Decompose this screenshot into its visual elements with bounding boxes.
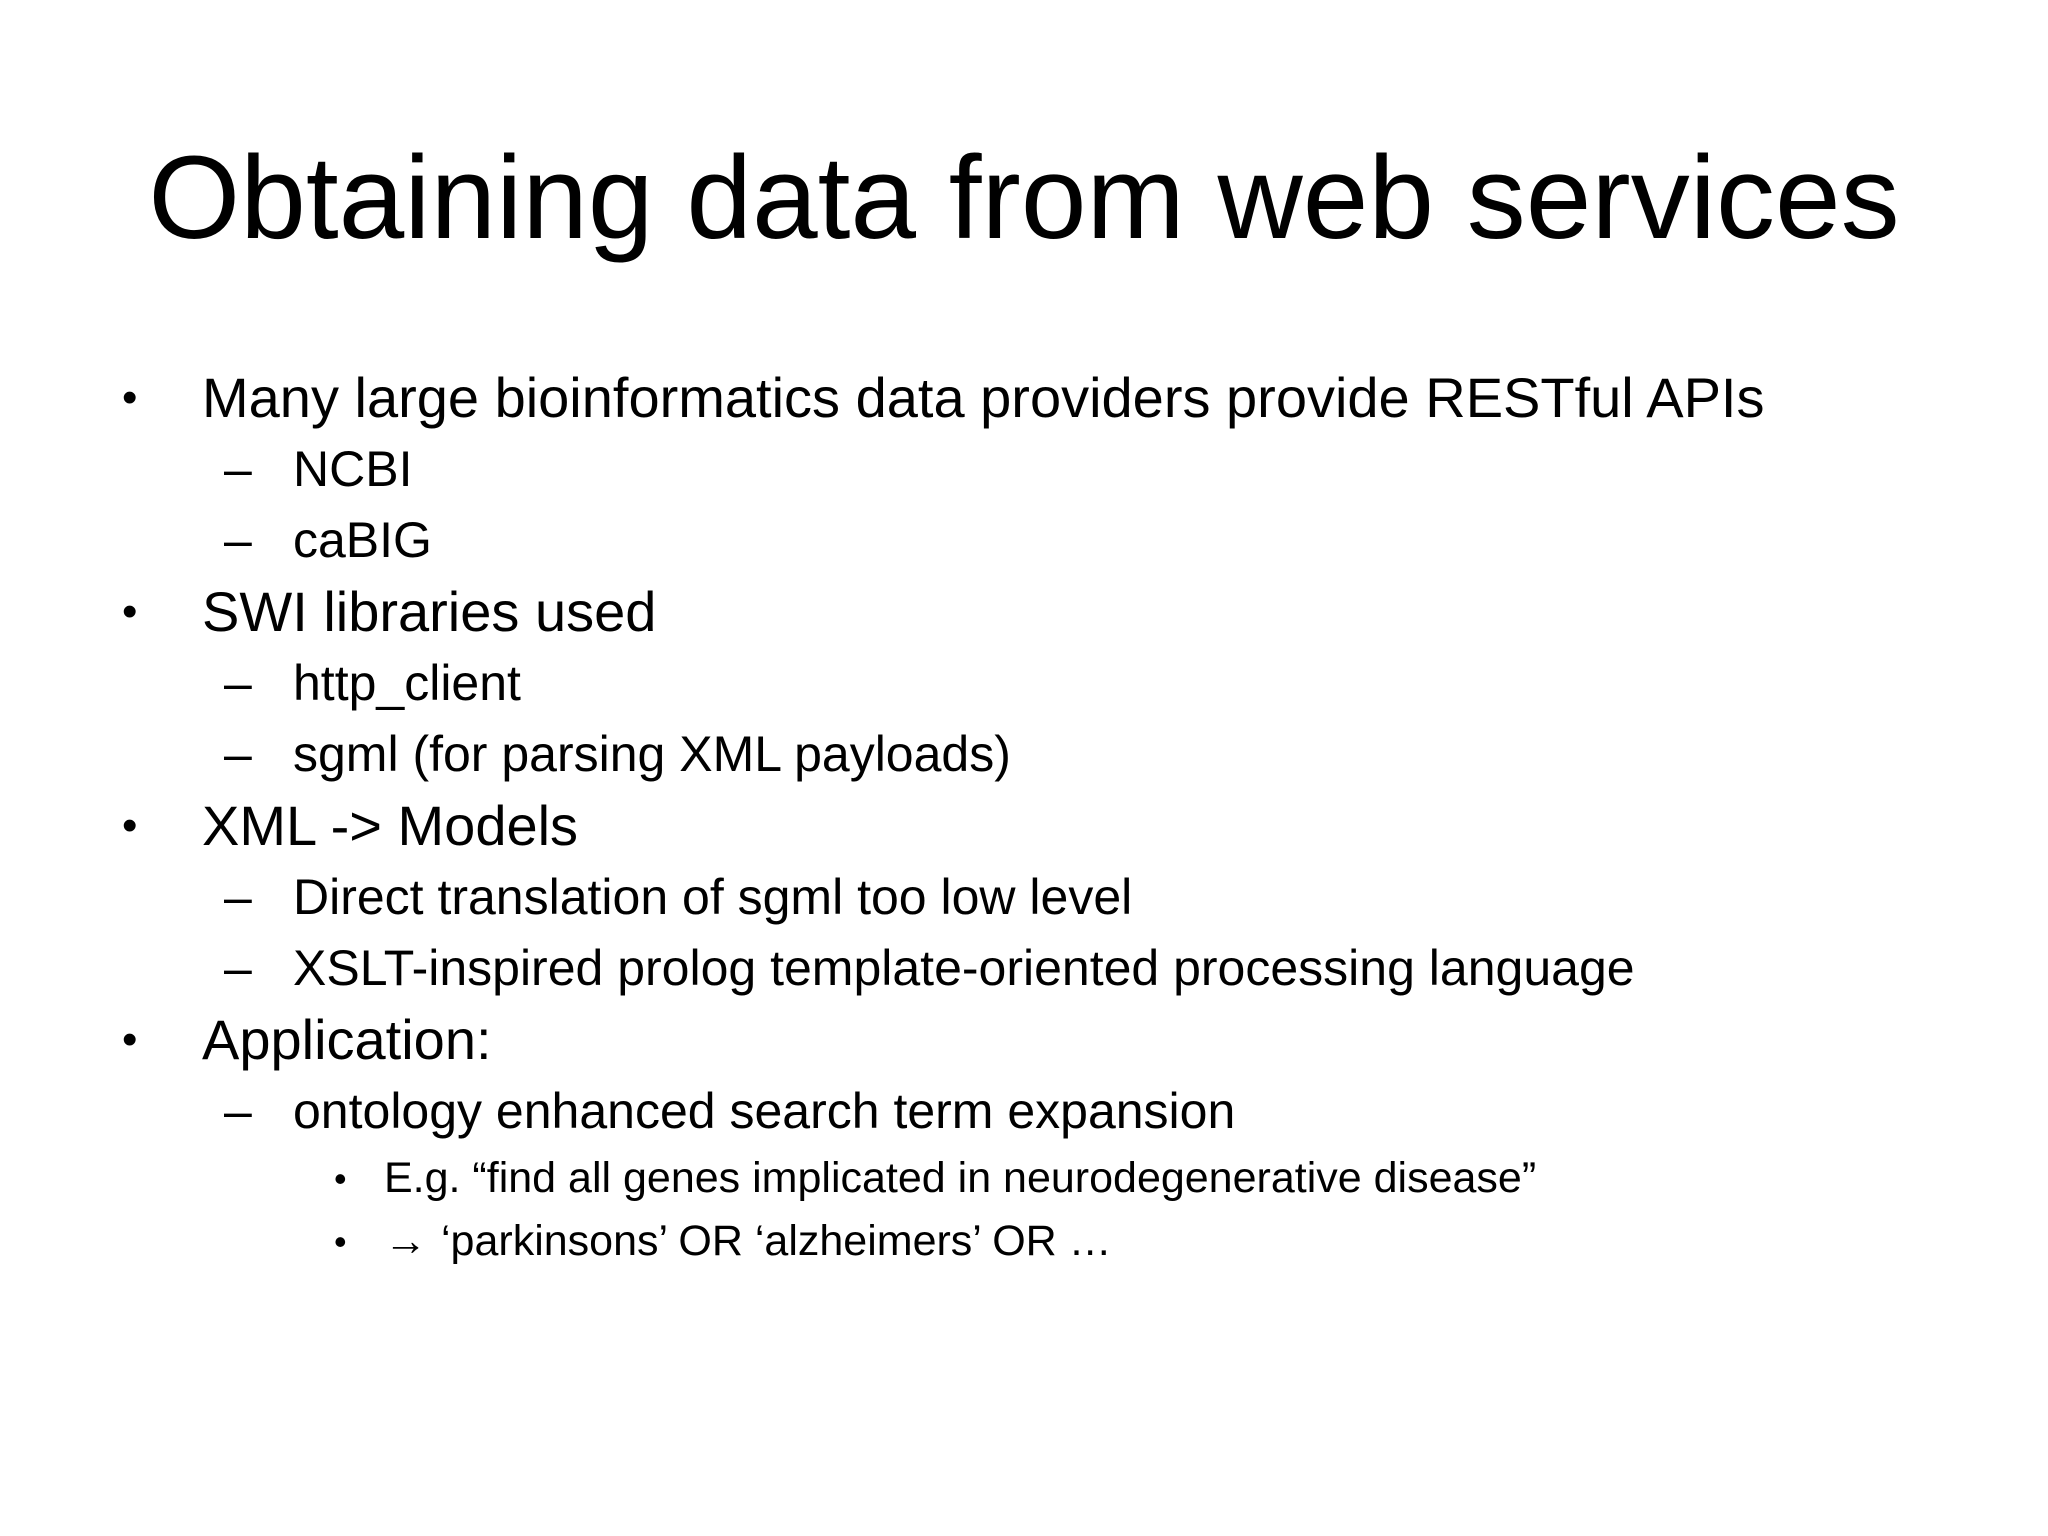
dash-marker: –	[224, 940, 252, 996]
bullet-marker: •	[122, 373, 138, 422]
sub-bullet-text: NCBI	[293, 441, 413, 497]
bullet-text: Application:	[202, 1008, 492, 1071]
sub-bullet-text: http_client	[293, 655, 521, 711]
sub-sub-bullet-text: E.g. “find all genes implicated in neurodegenerative disease”	[384, 1154, 1537, 1202]
dash-marker: –	[224, 655, 252, 711]
bullet-list	[0, 362, 2048, 1273]
slide-title: Obtaining data from web services	[148, 132, 1900, 264]
bullet-item-swi-libraries	[0, 576, 2048, 648]
dash-marker: –	[224, 1083, 252, 1139]
bullet-marker: •	[122, 1015, 138, 1064]
sub-bullet-item-http-client	[0, 648, 2048, 719]
bullet-marker: •	[122, 801, 138, 850]
sub-bullet-item-cabig	[0, 505, 2048, 576]
sub-sub-bullet-item-example	[0, 1147, 2048, 1210]
bullet-marker: •	[334, 1158, 347, 1199]
sub-bullet-text: caBIG	[293, 512, 432, 568]
bullet-item-restful-apis	[0, 362, 2048, 434]
bullet-text: Many large bioinformatics data providers provide RESTful APIs	[202, 366, 1765, 429]
bullet-text: XML -> Models	[202, 794, 579, 857]
sub-bullet-text: Direct translation of sgml too low level	[293, 869, 1133, 925]
dash-marker: –	[224, 869, 252, 925]
bullet-item-xml-models	[0, 790, 2048, 862]
sub-bullet-text: ontology enhanced search term expansion	[293, 1083, 1236, 1139]
sub-bullet-item-ncbi	[0, 434, 2048, 505]
sub-sub-bullet-item-query	[0, 1210, 2048, 1273]
sub-bullet-item-xslt-inspired	[0, 933, 2048, 1004]
dash-marker: –	[224, 441, 252, 497]
bullet-item-application	[0, 1004, 2048, 1076]
sub-bullet-item-ontology-expansion	[0, 1076, 2048, 1147]
sub-sub-bullet-content	[384, 1210, 1112, 1273]
bullet-marker: •	[122, 587, 138, 636]
sub-bullet-text: sgml (for parsing XML payloads)	[293, 726, 1011, 782]
bullet-text: SWI libraries used	[202, 580, 657, 643]
right-arrow-icon: →	[384, 1217, 427, 1265]
sub-sub-bullet-text: ‘parkinsons’ OR ‘alzheimers’ OR …	[441, 1217, 1112, 1265]
dash-marker: –	[224, 726, 252, 782]
dash-marker: –	[224, 512, 252, 568]
bullet-marker: •	[334, 1221, 347, 1262]
sub-bullet-item-direct-translation	[0, 862, 2048, 933]
sub-bullet-item-sgml	[0, 719, 2048, 790]
sub-bullet-text: XSLT-inspired prolog template-oriented processing language	[293, 940, 1635, 996]
